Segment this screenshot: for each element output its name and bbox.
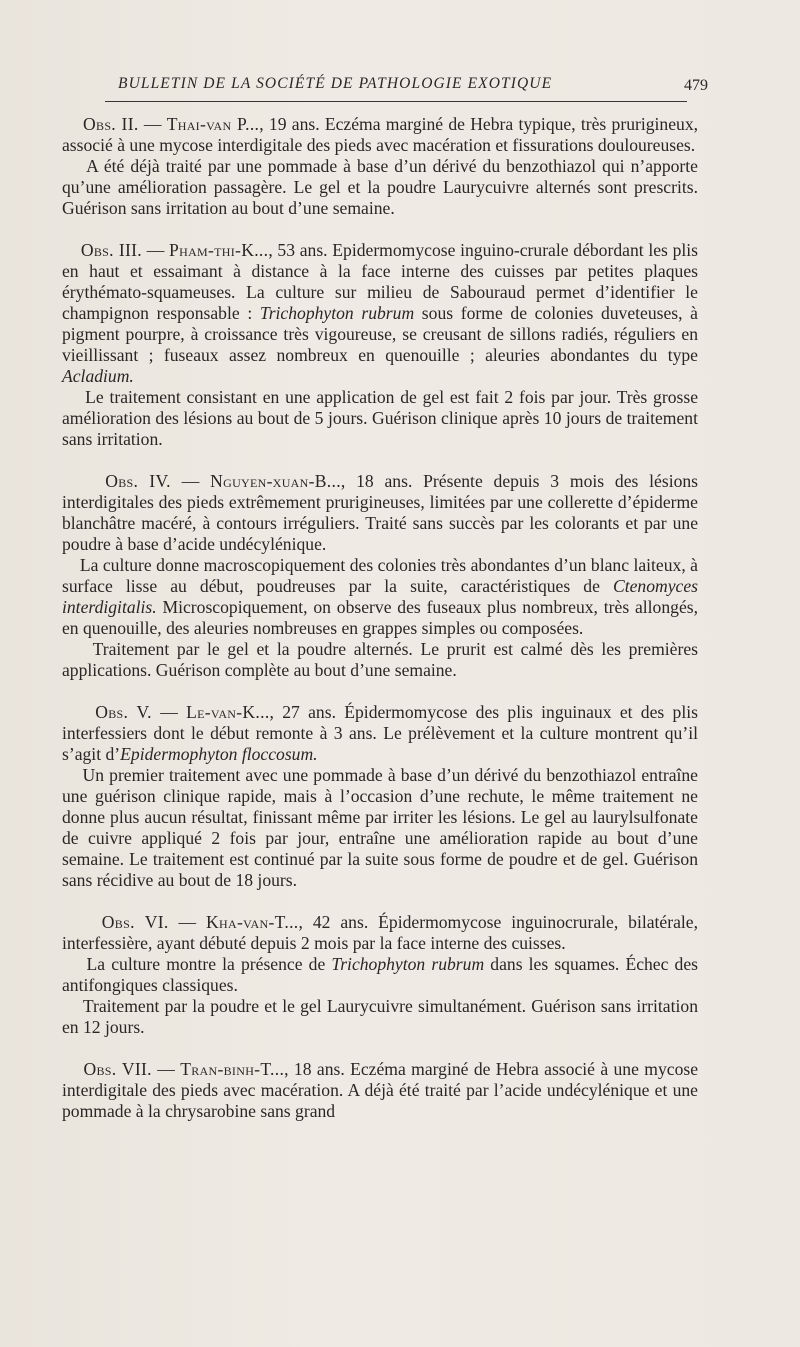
obs-5-patient: Le-van-K...	[186, 702, 270, 722]
article-body	[62, 114, 698, 1122]
obs-7-patient: Tran-binh-T...	[180, 1059, 285, 1079]
obs-4-patient: Nguyen-xuan-B...	[210, 471, 341, 491]
obs-4-intro: Obs. IV. — Nguyen-xuan-B..., 18 ans. Présente depuis 3 mois des lésions interdigitales des pieds extrêmement prurigineuses, limitées par une collerette d’épiderme blanchâtre macéré, à contours irréguliers. Traité sans succès par les colorants et par une poudre à base d’acide undécylénique.	[62, 471, 699, 554]
running-title: BULLETIN DE LA SOCIÉTÉ DE PATHOLOGIE EXOTIQUE	[118, 75, 553, 92]
obs-7-intro: Obs. VII. — Tran-binh-T..., 18 ans. Eczéma marginé de Hebra associé à une mycose interdigitale des pieds avec macération. A déjà été traité par l’acide undécylénique et une pommade à la chrysarobine sans grand	[62, 1059, 699, 1121]
obs-4-label: Obs. IV.	[105, 471, 171, 491]
obs-2-label: Obs. II.	[83, 114, 139, 134]
obs-2-intro: Obs. II. — Thai-van P..., 19 ans. Eczéma marginé de Hebra typique, très prurigineux, associé à une mycose interdigitale des pieds avec macération et fissurations douloureuses.	[62, 114, 699, 155]
obs-2-patient: Thai-van P...	[166, 114, 260, 134]
obs-5-intro: Obs. V. — Le-van-K..., 27 ans. Épidermomycose des plis inguinaux et des plis interfessiers dont le début remonte à 3 ans. Le prélèvement et la culture montrent qu’il s’agit d’Epidermophyton floccosum.	[62, 702, 698, 764]
obs-4-paragraph-1: La culture donne macroscopiquement des colonies très abondantes d’un blanc laiteux, à surface lisse au début, poudreuses par la suite, caractéristiques de Ctenomyces interdigitalis. Microscopiquement, on observe des fuseaux plus nombreux, très allongés, en quenouille, des aleuries nombreuses en grappes simples ou composées.	[62, 555, 698, 638]
obs-3-intro: Obs. III. — Pham-thi-K..., 53 ans. Epidermomycose inguino-crurale débordant les plis en haut et essaimant à distance à la face interne des cuisses par petites plaques érythémato-squameuses. La culture sur milieu de Sabouraud permet d’identifier le champignon responsable : Trichophyton rubrum sous forme de colonies duveteuses, à pigment pourpre, à croissance très vigoureuse, se creusant de sillons radiés, réguliers en vieillissant ; fuseaux assez nombreux en quenouille ; aleuries abondantes du type Acladium.	[62, 240, 699, 386]
running-header	[118, 71, 708, 101]
obs-5-paragraph: Un premier traitement avec une pommade à base d’un dérivé du benzothiazol entraîne une guérison clinique rapide, mais à l’occasion d’une rechute, le même traitement ne donne plus aucun résultat, finissant même par irriter les lésions. Le gel au laurylsulfonate de cuivre appliqué 2 fois par jour, entraîne une amélioration rapide au bout d’une semaine. Le traitement est continué par la suite sous forme de poudre et de gel. Guérison sans récidive au bout de 18 jours.	[62, 765, 698, 890]
obs-6-label: Obs. VI.	[101, 912, 169, 932]
obs-2-paragraph: A été déjà traité par une pommade à base d’un dérivé du benzothiazol qui n’apporte qu’une amélioration passagère. Le gel et la poudre Laurycuivre alternés sont prescrits. Guérison sans irritation au bout d’une semaine.	[62, 156, 698, 218]
obs-6-patient: Kha-van-T...	[206, 912, 299, 932]
obs-3-label: Obs. III.	[80, 240, 142, 260]
obs-6-paragraph-1: La culture montre la présence de Trichophyton rubrum dans les squames. Échec des antifongiques classiques.	[62, 954, 699, 995]
obs-6-intro: Obs. VI. — Kha-van-T..., 42 ans. Épidermomycose inguinocrurale, bilatérale, interfessière, ayant débuté depuis 2 mois par la face interne des cuisses.	[62, 912, 699, 953]
page-number: 479	[684, 77, 708, 94]
obs-3-paragraph: Le traitement consistant en une application de gel est fait 2 fois par jour. Très grosse amélioration des lésions au bout de 5 jours. Guérison clinique après 10 jours de traitement sans irritation.	[62, 387, 699, 449]
obs-7-label: Obs. VII.	[83, 1059, 152, 1079]
obs-6-paragraph-2: Traitement par la poudre et le gel Laurycuivre simultanément. Guérison sans irritation en 12 jours.	[62, 996, 698, 1037]
obs-5-label: Obs. V.	[95, 702, 152, 722]
obs-4-paragraph-2: Traitement par le gel et la poudre alternés. Le prurit est calmé dès les premières applications. Guérison complète au bout d’une semaine.	[62, 639, 698, 680]
obs-3-patient: Pham-thi-K...	[169, 240, 269, 260]
header-rule	[105, 101, 687, 102]
